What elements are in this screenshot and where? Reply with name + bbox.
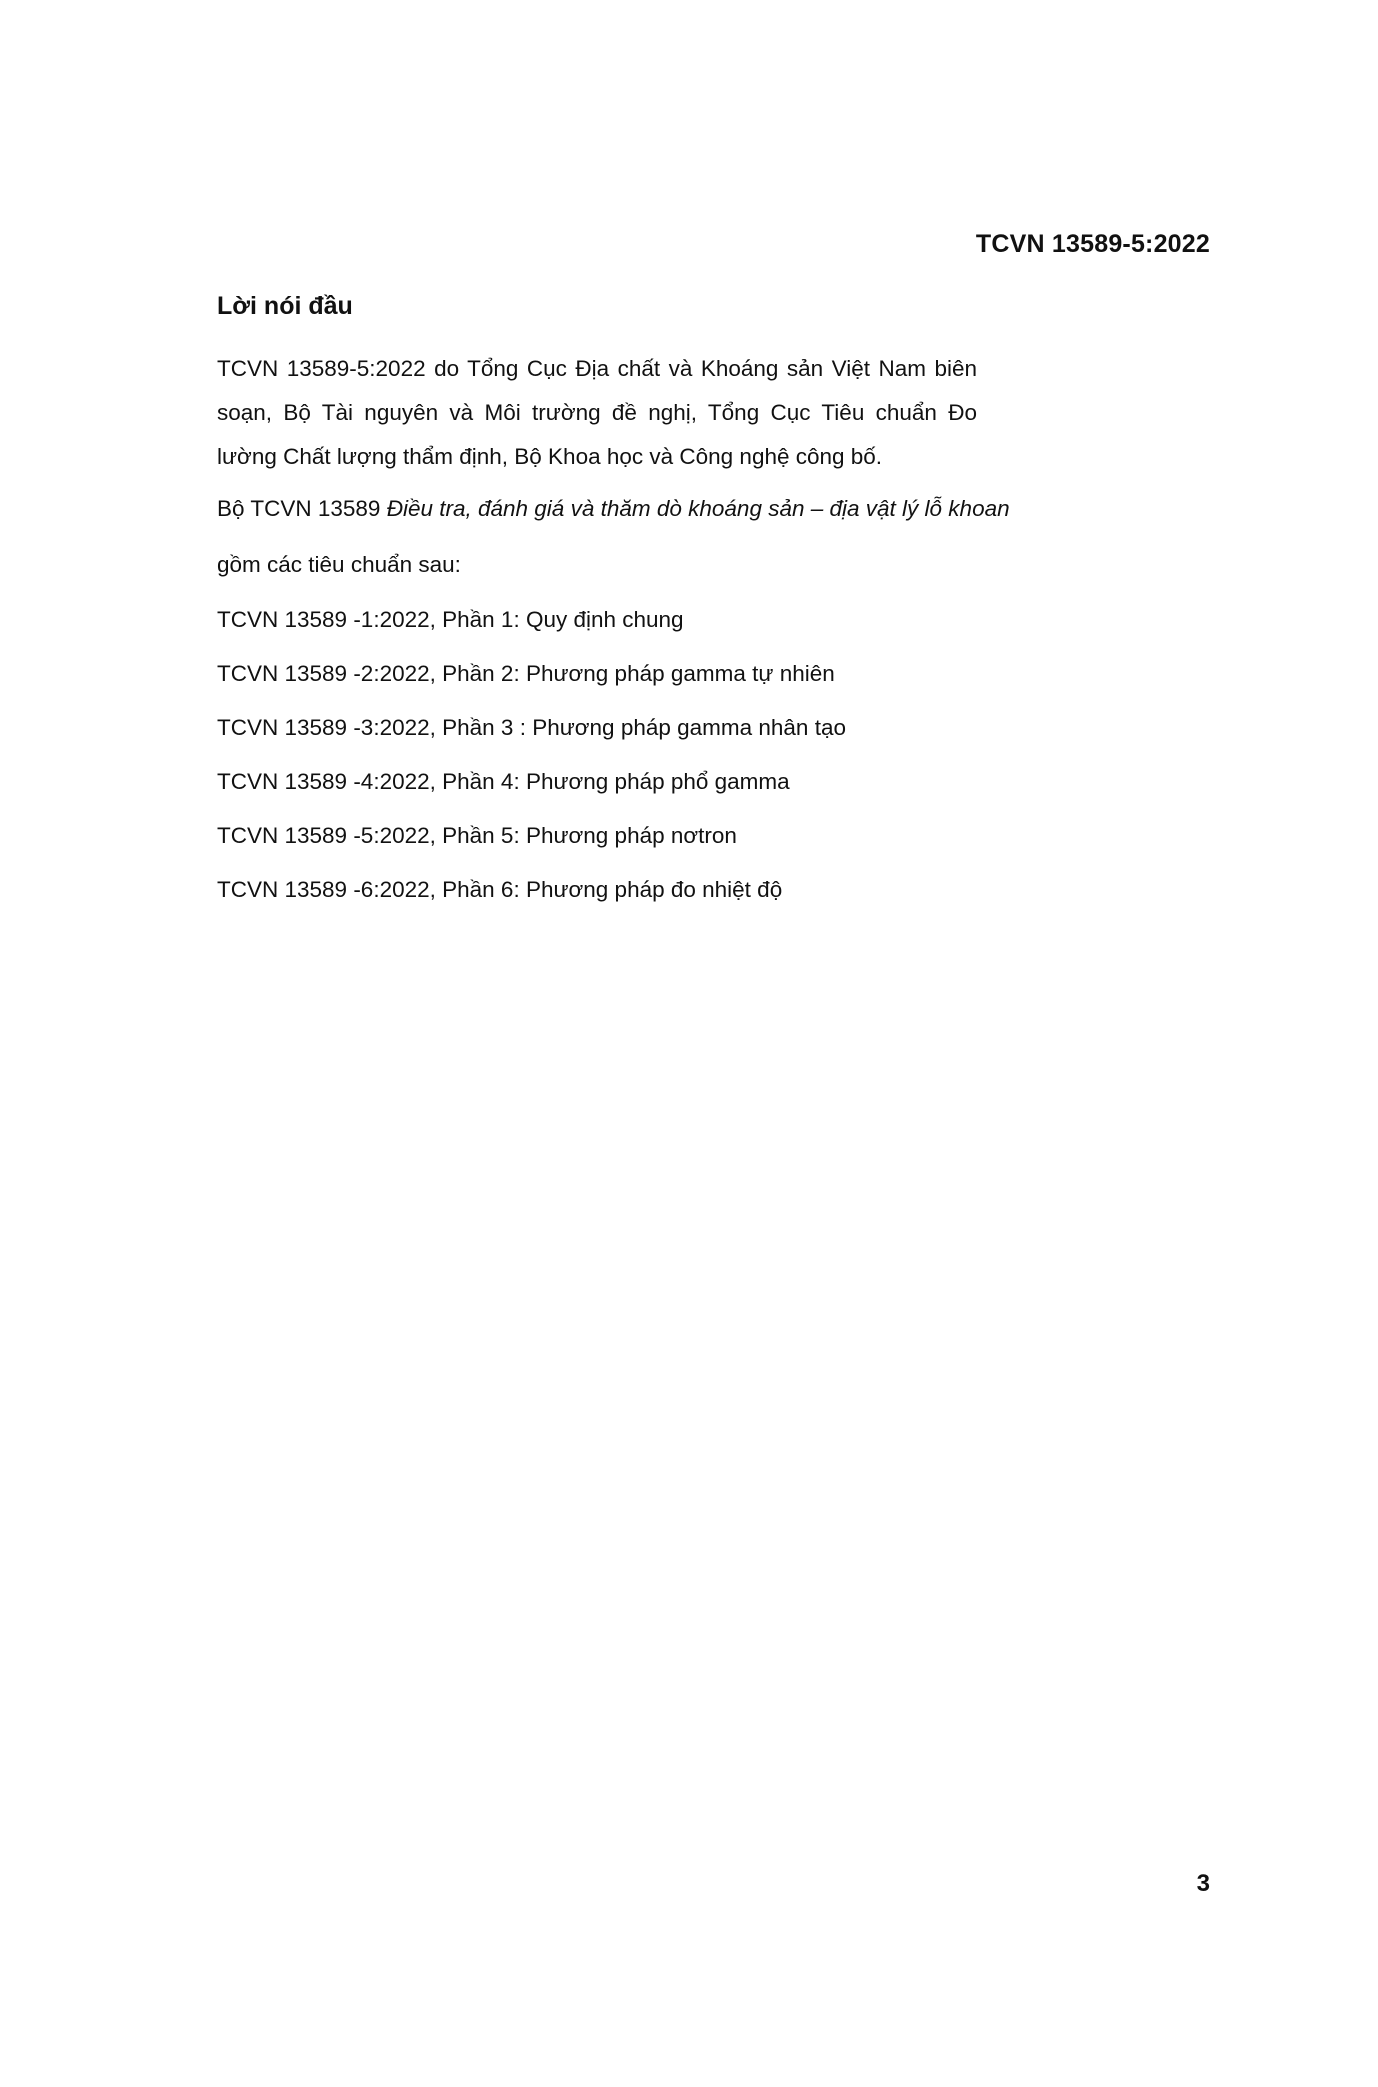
- section-heading: Lời nói đầu: [217, 292, 353, 320]
- series-title: Điều tra, đánh giá và thăm dò khoáng sản – địa vật lý lỗ khoan: [386, 496, 1010, 521]
- series-description: [217, 496, 1217, 522]
- list-item: TCVN 13589 -3:2022, Phần 3 : Phương pháp gamma nhân tạo: [217, 715, 846, 740]
- series-suffix: gồm các tiêu chuẩn sau:: [217, 552, 461, 577]
- parts-list: [217, 605, 846, 929]
- series-prefix: Bộ TCVN 13589: [217, 496, 381, 521]
- standard-code-header: TCVN 13589-5:2022: [975, 230, 1210, 258]
- list-item: TCVN 13589 -1:2022, Phần 1: Quy định chung: [217, 607, 684, 632]
- intro-paragraph: TCVN 13589-5:2022 do Tổng Cục Địa chất và Khoáng sản Việt Nam biên soạn, Bộ Tài nguyên và Môi trường đề nghị, Tổng Cục Tiêu chuẩn Đo lường Chất lượng thẩm định, Bộ Khoa học và Công nghệ công bố.: [217, 356, 977, 469]
- list-item: TCVN 13589 -2:2022, Phần 2: Phương pháp gamma tự nhiên: [217, 661, 835, 686]
- list-item: TCVN 13589 -4:2022, Phần 4: Phương pháp phổ gamma: [217, 769, 790, 794]
- list-item: TCVN 13589 -6:2022, Phần 6: Phương pháp đo nhiệt độ: [217, 877, 783, 902]
- list-item: TCVN 13589 -5:2022, Phần 5: Phương pháp nơtron: [217, 823, 737, 848]
- page-number: 3: [1196, 1870, 1210, 1897]
